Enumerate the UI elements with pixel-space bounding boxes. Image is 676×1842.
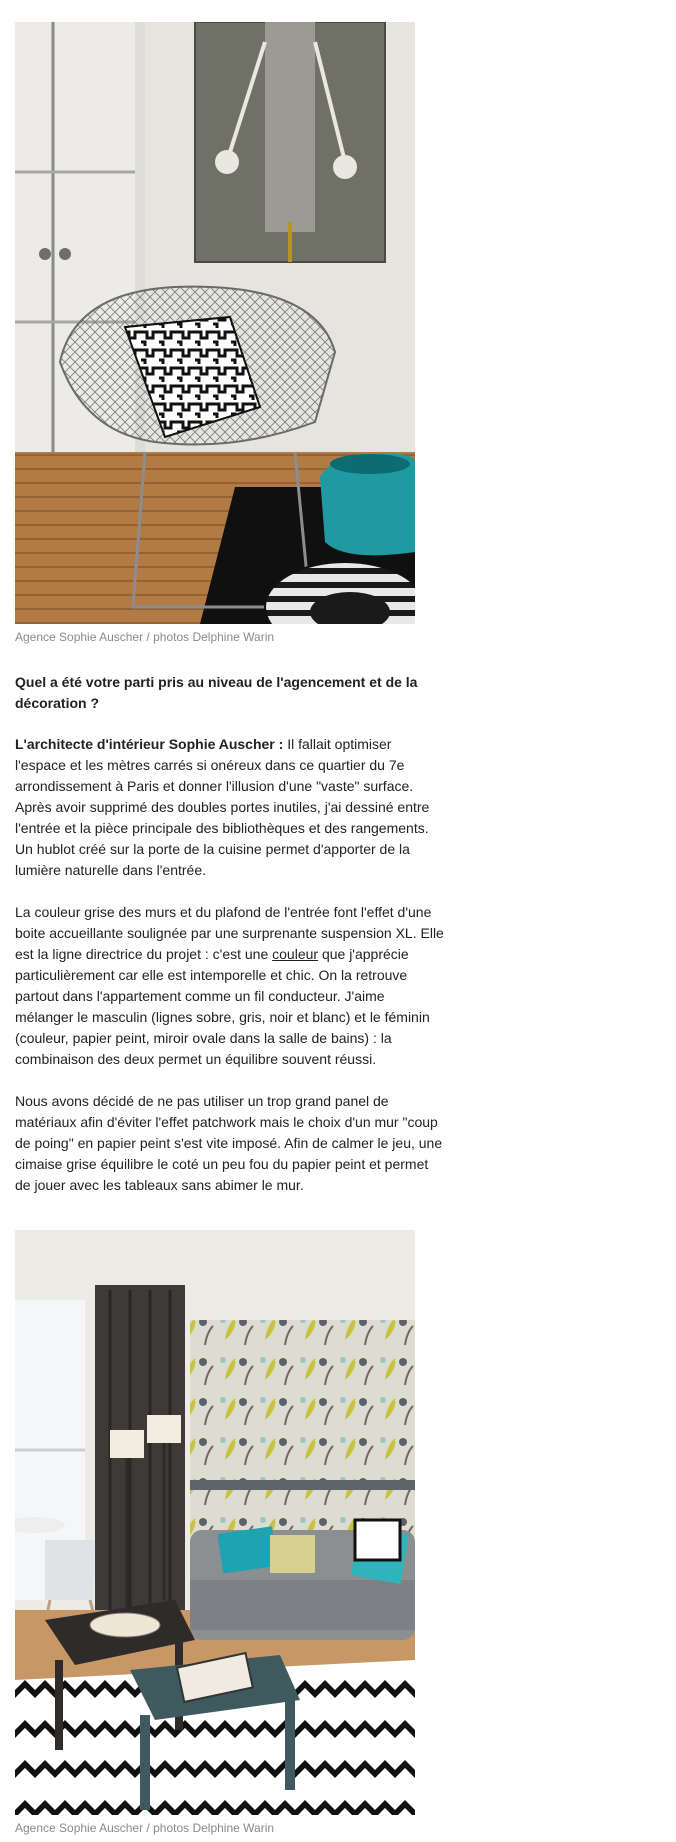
- color-link[interactable]: couleur: [272, 946, 319, 962]
- answer-text: que j'apprécie particulièrement car elle est intemporelle et chic. On la retrouve partout dans l'appartement comme un fil conducteur. J'aime mélanger le masculin (lignes sobre, gris, noir et blanc) et le féminin (couleur, papier peint, miroir ovale dans la salle de bains) : la combinaison des deux permet un équilibre souvent réussi.: [15, 946, 430, 1067]
- answer-text: Il fallait optimiser l'espace et les mètres carrés si onéreux dans ce quartier du 7e arrondissement à Paris et donner l'illusion d'une "vaste" surface. Après avoir supprimé des doubles portes inutiles, j'ai dessiné entre l'entrée et la pièce principale des bibliothèques et des rangements. Un hublot créé sur la porte de la cuisine permet d'apporter de la lumière naturelle dans l'entrée.: [15, 736, 430, 878]
- answer-text: La couleur grise des murs et du plafond de l'entrée font l'effet d'une boite accueillante soulignée par une surprenante suspension XL. Elle est la ligne directrice du projet : c'est une: [15, 904, 444, 962]
- living-room-photo[interactable]: [15, 1230, 415, 1815]
- figure-living-room: [15, 1230, 415, 1836]
- figure-caption: Agence Sophie Auscher / photos Delphine Warin: [15, 1821, 275, 1835]
- interview-question: Quel a été votre parti pris au niveau de l'agencement et de la décoration ?: [15, 674, 418, 711]
- chair-photo[interactable]: [15, 22, 415, 624]
- answer-paragraph-1: [15, 734, 445, 881]
- figure-caption: Agence Sophie Auscher / photos Delphine Warin: [15, 630, 275, 644]
- answer-paragraph-3: Nous avons décidé de ne pas utiliser un trop grand panel de matériaux afin d'éviter l'effet patchwork mais le choix d'un mur "coup de poing" en papier peint s'est vite imposé. Afin de calmer le jeu, une cimaise grise équilibre le coté un peu fou du papier peint et permet de jouer avec les tableaux sans abimer le mur.: [15, 1093, 443, 1193]
- speaker-name: L'architecte d'intérieur Sophie Auscher :: [15, 736, 284, 752]
- answer-paragraph-2: [15, 902, 445, 1070]
- figure-chair: [15, 22, 415, 645]
